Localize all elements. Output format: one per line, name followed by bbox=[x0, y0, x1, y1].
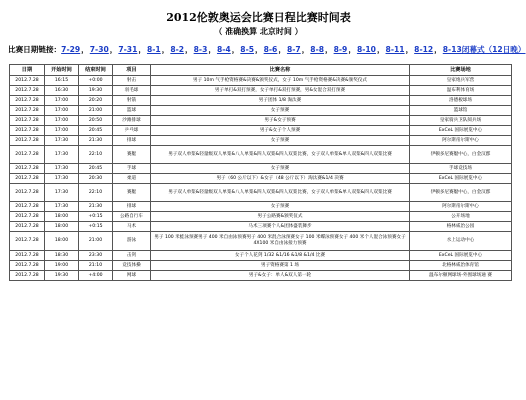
cell-sport: 羽毛球 bbox=[113, 86, 151, 96]
date-link-separator: ， bbox=[255, 45, 263, 54]
date-link-separator: ， bbox=[138, 45, 146, 54]
cell-event-name: 男子双人单桨&轻量级双人单桨&八人单桨&四人双桨&四人双桨比赛，女子双人单桨&单人双桨&四人双桨比赛 bbox=[151, 184, 410, 202]
cell-date: 2012.7.28 bbox=[10, 96, 45, 106]
header-event-name: 比赛名称 bbox=[151, 65, 410, 76]
date-link[interactable]: 7-29 bbox=[61, 45, 81, 54]
cell-end-time: 21:30 bbox=[79, 202, 113, 212]
cell-venue: ExCeL 国际展览中心 bbox=[410, 126, 512, 136]
table-row bbox=[10, 146, 512, 164]
date-links bbox=[61, 45, 525, 54]
cell-event-name: 男子&女子：单人&双人第一轮 bbox=[151, 271, 410, 281]
cell-venue: 阿尔斯帝尔斯中心 bbox=[410, 202, 512, 212]
table-row bbox=[10, 251, 512, 261]
date-link[interactable]: 8-2 bbox=[170, 45, 185, 54]
date-link[interactable]: 8-12 bbox=[414, 45, 434, 54]
cell-end-time: +4:00 bbox=[79, 271, 113, 281]
cell-venue: 伊顿多尼赛艇中心，白金汉郡 bbox=[410, 146, 512, 164]
date-link[interactable]: 8-7 bbox=[286, 45, 301, 54]
cell-sport: 公路自行车 bbox=[113, 212, 151, 222]
date-link-bar bbox=[8, 44, 526, 56]
table-row bbox=[10, 212, 512, 222]
cell-venue: 温布利体育场 bbox=[410, 86, 512, 96]
cell-end-time: +0:00 bbox=[79, 76, 113, 86]
cell-venue: 北格林威治体育馆 bbox=[410, 261, 512, 271]
cell-venue: 温布尔顿网球场-外围球场通 赛 bbox=[410, 271, 512, 281]
cell-end-time: 21:10 bbox=[79, 261, 113, 271]
cell-event-name: 男子团体 1/8 淘汰赛 bbox=[151, 96, 410, 106]
date-link-separator: ， bbox=[208, 45, 216, 54]
cell-venue: 水上运动中心 bbox=[410, 232, 512, 251]
date-link-separator: ， bbox=[161, 45, 170, 54]
table-row bbox=[10, 106, 512, 116]
cell-end-time: 22:10 bbox=[79, 184, 113, 202]
header-venue: 比赛场地 bbox=[410, 65, 512, 76]
cell-event-name: 女子预赛 bbox=[151, 202, 410, 212]
date-link-separator: ， bbox=[185, 45, 193, 54]
cell-sport: 游泳 bbox=[113, 232, 151, 251]
cell-date: 2012.7.28 bbox=[10, 212, 45, 222]
table-row bbox=[10, 174, 512, 184]
date-link[interactable]: 7-31 bbox=[118, 45, 138, 54]
cell-event-name: 男子双人单桨&轻量级双人单桨&八人单桨&四人双桨&四人双桨比赛，女子双人单桨&单人双桨&四人双桨比赛 bbox=[151, 146, 410, 164]
table-header-row bbox=[10, 65, 512, 76]
cell-start-time: 18:00 bbox=[45, 222, 79, 232]
cell-event-name: 女子预赛 bbox=[151, 164, 410, 174]
date-link-separator: ， bbox=[109, 45, 118, 54]
cell-end-time: 21:00 bbox=[79, 232, 113, 251]
date-link-separator: ， bbox=[348, 45, 356, 54]
date-link[interactable]: 8-9 bbox=[333, 45, 348, 54]
header-date: 日期 bbox=[10, 65, 45, 76]
cell-start-time: 17:00 bbox=[45, 116, 79, 126]
cell-date: 2012.7.28 bbox=[10, 76, 45, 86]
cell-start-time: 17:30 bbox=[45, 164, 79, 174]
cell-event-name: 女子预赛 bbox=[151, 106, 410, 116]
date-link-separator: ， bbox=[301, 45, 310, 54]
date-link[interactable]: 8-13闭幕式（12日晚） bbox=[442, 45, 526, 54]
cell-event-name: 男子 10m 气手枪资格赛&决赛&颁奖仪式，女子 10m 气手枪资格赛&决赛&颁奖仪式 bbox=[151, 76, 410, 86]
date-link[interactable]: 8-1 bbox=[146, 45, 161, 54]
cell-date: 2012.7.28 bbox=[10, 271, 45, 281]
cell-end-time: 22:10 bbox=[79, 146, 113, 164]
cell-sport: 击剑 bbox=[113, 251, 151, 261]
date-link[interactable]: 7-30 bbox=[89, 45, 109, 54]
cell-date: 2012.7.28 bbox=[10, 146, 45, 164]
cell-date: 2012.7.28 bbox=[10, 106, 45, 116]
cell-venue: 阿尔斯帝尔斯中心 bbox=[410, 136, 512, 146]
date-link[interactable]: 8-3 bbox=[193, 45, 208, 54]
cell-event-name: 女子预赛 bbox=[151, 136, 410, 146]
cell-event-name: 男子&女子个人预赛 bbox=[151, 126, 410, 136]
table-row bbox=[10, 136, 512, 146]
cell-venue: 皇家炮兵军营 bbox=[410, 76, 512, 86]
cell-venue: 伊顿多尼赛艇中心，白金汉郡 bbox=[410, 184, 512, 202]
cell-event-name: 马术三项赛个人&团体盛装舞步 bbox=[151, 222, 410, 232]
cell-venue: 手球竞技场 bbox=[410, 164, 512, 174]
cell-end-time: 20:30 bbox=[79, 174, 113, 184]
table-row bbox=[10, 96, 512, 106]
cell-venue: ExCeL 国际展览中心 bbox=[410, 251, 512, 261]
table-row bbox=[10, 232, 512, 251]
table-row bbox=[10, 184, 512, 202]
table-row bbox=[10, 76, 512, 86]
table-row bbox=[10, 271, 512, 281]
schedule-table bbox=[9, 64, 512, 281]
cell-date: 2012.7.28 bbox=[10, 184, 45, 202]
cell-event-name: 男子（60 公斤以下）&女子（48 公斤以下）淘汰赛&1/4 决赛 bbox=[151, 174, 410, 184]
header-start-time: 开始时间 bbox=[45, 65, 79, 76]
cell-end-time: 20:20 bbox=[79, 96, 113, 106]
cell-start-time: 17:30 bbox=[45, 146, 79, 164]
cell-sport: 乒乓球 bbox=[113, 126, 151, 136]
cell-venue: 篮球馆 bbox=[410, 106, 512, 116]
cell-venue: 格林威治公园 bbox=[410, 222, 512, 232]
cell-start-time: 18:30 bbox=[45, 251, 79, 261]
cell-end-time: 21:30 bbox=[79, 136, 113, 146]
date-link[interactable]: 8-10 bbox=[356, 45, 376, 54]
cell-date: 2012.7.28 bbox=[10, 86, 45, 96]
cell-sport: 柔道 bbox=[113, 174, 151, 184]
cell-start-time: 17:00 bbox=[45, 126, 79, 136]
table-row bbox=[10, 164, 512, 174]
date-link-separator: ， bbox=[231, 45, 240, 54]
date-link-label: 比赛日期链接： bbox=[8, 45, 62, 54]
cell-end-time: +0:15 bbox=[79, 212, 113, 222]
date-link-separator: ， bbox=[376, 45, 385, 54]
schedule-table-body bbox=[10, 76, 512, 281]
cell-date: 2012.7.28 bbox=[10, 174, 45, 184]
date-link[interactable]: 8-5 bbox=[240, 45, 255, 54]
cell-start-time: 18:00 bbox=[45, 232, 79, 251]
cell-venue: 皇家骑兵卫队阅兵场 bbox=[410, 116, 512, 126]
cell-end-time: 21:00 bbox=[79, 106, 113, 116]
table-row bbox=[10, 116, 512, 126]
cell-venue: ExCeL 国际展览中心 bbox=[410, 174, 512, 184]
cell-start-time: 17:00 bbox=[45, 96, 79, 106]
cell-sport: 马术 bbox=[113, 222, 151, 232]
cell-sport: 网球 bbox=[113, 271, 151, 281]
cell-start-time: 17:30 bbox=[45, 174, 79, 184]
table-row bbox=[10, 126, 512, 136]
table-row bbox=[10, 86, 512, 96]
cell-end-time: 23:30 bbox=[79, 251, 113, 261]
cell-event-name: 男子&女子预赛 bbox=[151, 116, 410, 126]
cell-start-time: 18:00 bbox=[45, 212, 79, 222]
date-link-separator: ， bbox=[325, 45, 333, 54]
cell-date: 2012.7.28 bbox=[10, 164, 45, 174]
table-row bbox=[10, 222, 512, 232]
cell-start-time: 19:30 bbox=[45, 271, 79, 281]
cell-start-time: 19:00 bbox=[45, 261, 79, 271]
cell-start-time: 17:30 bbox=[45, 202, 79, 212]
cell-sport: 射箭 bbox=[113, 96, 151, 106]
cell-date: 2012.7.28 bbox=[10, 202, 45, 212]
page-subtitle: （ 准确换算 北京时间 ） bbox=[214, 27, 303, 36]
cell-sport: 射击 bbox=[113, 76, 151, 86]
date-link-separator: ， bbox=[405, 45, 414, 54]
date-link-separator: ， bbox=[81, 45, 89, 54]
cell-date: 2012.7.28 bbox=[10, 251, 45, 261]
cell-date: 2012.7.28 bbox=[10, 126, 45, 136]
cell-sport: 篮球 bbox=[113, 106, 151, 116]
cell-end-time: 20:45 bbox=[79, 164, 113, 174]
date-link[interactable]: 8-8 bbox=[310, 45, 325, 54]
cell-venue: 公开场地 bbox=[410, 212, 512, 222]
date-link-separator: ， bbox=[434, 45, 442, 54]
cell-date: 2012.7.28 bbox=[10, 136, 45, 146]
cell-start-time: 16:15 bbox=[45, 76, 79, 86]
table-row bbox=[10, 261, 512, 271]
date-link[interactable]: 8-4 bbox=[216, 45, 231, 54]
cell-sport: 手球 bbox=[113, 164, 151, 174]
cell-end-time: 20:45 bbox=[79, 126, 113, 136]
cell-sport: 赛艇 bbox=[113, 146, 151, 164]
cell-event-name: 男子资格赛第 1 场 bbox=[151, 261, 410, 271]
cell-start-time: 16:30 bbox=[45, 86, 79, 96]
cell-start-time: 17:30 bbox=[45, 184, 79, 202]
header-sport: 项目 bbox=[113, 65, 151, 76]
cell-date: 2012.7.28 bbox=[10, 116, 45, 126]
cell-end-time: 20:50 bbox=[79, 116, 113, 126]
cell-end-time: +0:15 bbox=[79, 222, 113, 232]
cell-date: 2012.7.28 bbox=[10, 232, 45, 251]
header-end-time: 结束时间 bbox=[79, 65, 113, 76]
cell-sport: 竞技体操 bbox=[113, 261, 151, 271]
page-title: 2012伦敦奥运会比赛日程比赛时间表 bbox=[166, 11, 351, 24]
cell-start-time: 17:30 bbox=[45, 136, 79, 146]
cell-sport: 沙滩排球 bbox=[113, 116, 151, 126]
cell-date: 2012.7.28 bbox=[10, 222, 45, 232]
date-link[interactable]: 8-11 bbox=[385, 45, 405, 54]
table-row bbox=[10, 202, 512, 212]
cell-sport: 赛艇 bbox=[113, 184, 151, 202]
date-link-separator: ， bbox=[278, 45, 286, 54]
cell-event-name: 男子 100 米蛙泳预赛男子 400 米自由泳预赛男子 400 米混合泳预赛女子 100 米蝶泳预赛女子 400 米个人混合泳预赛女子 4X100 米自由泳接力预赛 bbox=[151, 232, 410, 251]
cell-sport: 排球 bbox=[113, 202, 151, 212]
cell-event-name: 女子个人花剑 1/32 &1/16 &1/8 &1/4 比赛 bbox=[151, 251, 410, 261]
cell-sport: 排球 bbox=[113, 136, 151, 146]
cell-event-name: 男子公路赛&颁奖仪式 bbox=[151, 212, 410, 222]
cell-date: 2012.7.28 bbox=[10, 261, 45, 271]
cell-venue: 洛德板球场 bbox=[410, 96, 512, 106]
date-link[interactable]: 8-6 bbox=[263, 45, 278, 54]
cell-start-time: 17:00 bbox=[45, 106, 79, 116]
cell-end-time: 19:30 bbox=[79, 86, 113, 96]
cell-event-name: 男子单打&双打预赛，女子单打&双打预赛，男&女混合双打预赛 bbox=[151, 86, 410, 96]
